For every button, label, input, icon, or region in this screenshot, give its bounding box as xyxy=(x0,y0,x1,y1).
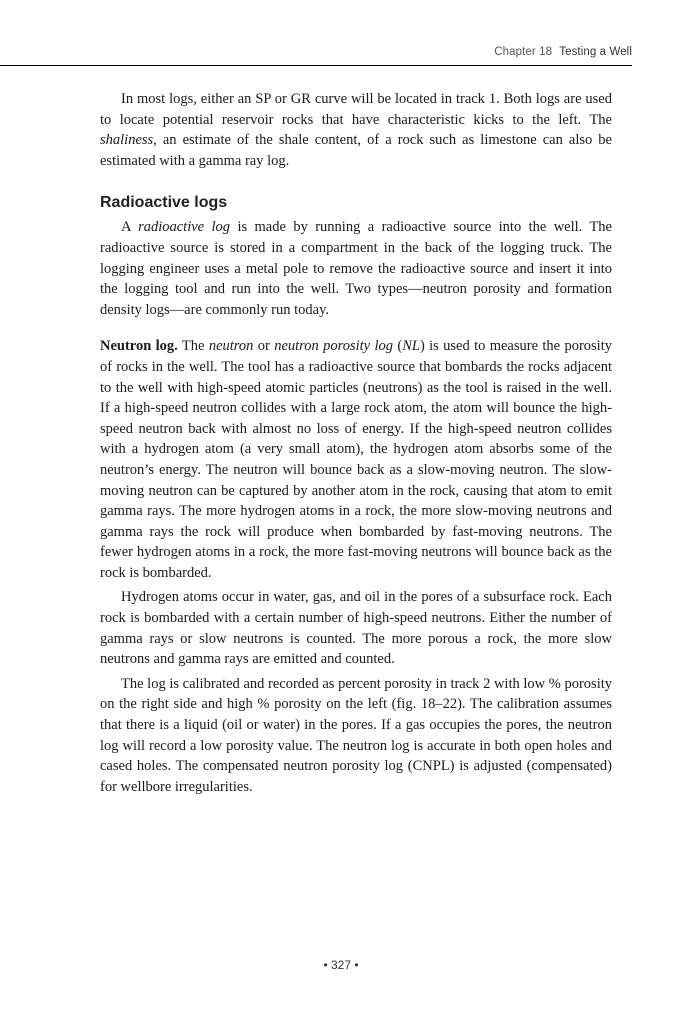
chapter-title: Testing a Well xyxy=(559,46,632,58)
paragraph-calibration: The log is calibrated and recorded as percent porosity in track 2 with low % porosity on the right side and high % porosity on the left (fig. 18–22). The calibration assumes that there is a liquid (oil or water) in the pores. If a gas occupies the pores, the neutron log will record a low porosity value. The neutron log is accurate in both open holes and cased holes. The compensated neutron porosity log (CNPL) is adjusted (compensated) for wellbore irregularities. xyxy=(100,675,612,795)
section-heading-radioactive-logs: Radioactive logs xyxy=(100,194,228,212)
paragraph-text: ( xyxy=(393,338,403,355)
paragraph-text: A xyxy=(121,219,139,236)
emphasis-term: NL xyxy=(402,338,420,355)
chapter-number: Chapter 18 xyxy=(494,46,553,58)
header-rule xyxy=(0,65,632,66)
page-number: • 327 • xyxy=(323,958,359,972)
paragraph-hydrogen-atoms: Hydrogen atoms occur in water, gas, and oil in the pores of a subsurface rock. Each rock is bombarded with a certain number of high-speed neutrons. Either the number of gamma rays or slow neutrons is counted. The more porous a rock, the more slow neutrons and gamma rays are emitted and counted. xyxy=(100,589,612,668)
page-body xyxy=(100,89,612,797)
paragraph-text: is made by running a radioactive source into the well. The radioactive source is stored in a compartment in the back of the logging truck. The logging engineer uses a metal pole to remove the radioactive source and insert it into the logging tool and run into the well. Two types—neutron porosity and formation density logs—are commonly run today. xyxy=(100,219,612,318)
emphasis-term: shaliness xyxy=(100,132,154,149)
run-in-heading: Neutron log. xyxy=(100,338,178,355)
paragraph-text: In most logs, either an SP or GR curve will be located in track 1. Both logs are used to locate potential reservoir rocks that have characteristic kicks to the left. The xyxy=(100,91,612,128)
running-head xyxy=(494,46,632,58)
paragraph-neutron-log xyxy=(100,336,612,583)
emphasis-term: neutron xyxy=(208,338,254,355)
emphasis-term: radioactive log xyxy=(138,219,231,236)
emphasis-term: neutron porosity log xyxy=(274,338,393,355)
paragraph-text: or xyxy=(253,338,275,355)
paragraph-track-logs xyxy=(100,89,612,171)
paragraph-text: ) is used to measure the porosity of rocks in the well. The tool has a radioactive source that bombards the rocks adjacent to the well with high-speed atomic particles (neutrons) as the tool is raised in the well. If a high-speed neutron collides with a large rock atom, the atom will bounce the high-speed neutron back with almost no loss of energy. If the high-speed neutron collides with a hydrogen atom (a very small atom), the hydrogen atom absorbs some of the neutron’s energy. The neutron will bounce back as a slow-moving neutron. The slow-moving neutron can be captured by another atom in the rock, causing that atom to emit gamma rays. The more hydrogen atoms in a rock, the more slow-moving neutrons and gamma rays the rock will produce when bombarded by fast-moving neutrons. The fewer hydrogen atoms in a rock, the more fast-moving neutrons will bounce back as the rock is bombarded. xyxy=(100,338,612,581)
paragraph-text: , an estimate of the shale content, of a rock such as limestone can also be estimated with a gamma ray log. xyxy=(100,132,612,169)
paragraph-radioactive-log xyxy=(100,217,612,320)
paragraph-text: The xyxy=(177,338,209,355)
